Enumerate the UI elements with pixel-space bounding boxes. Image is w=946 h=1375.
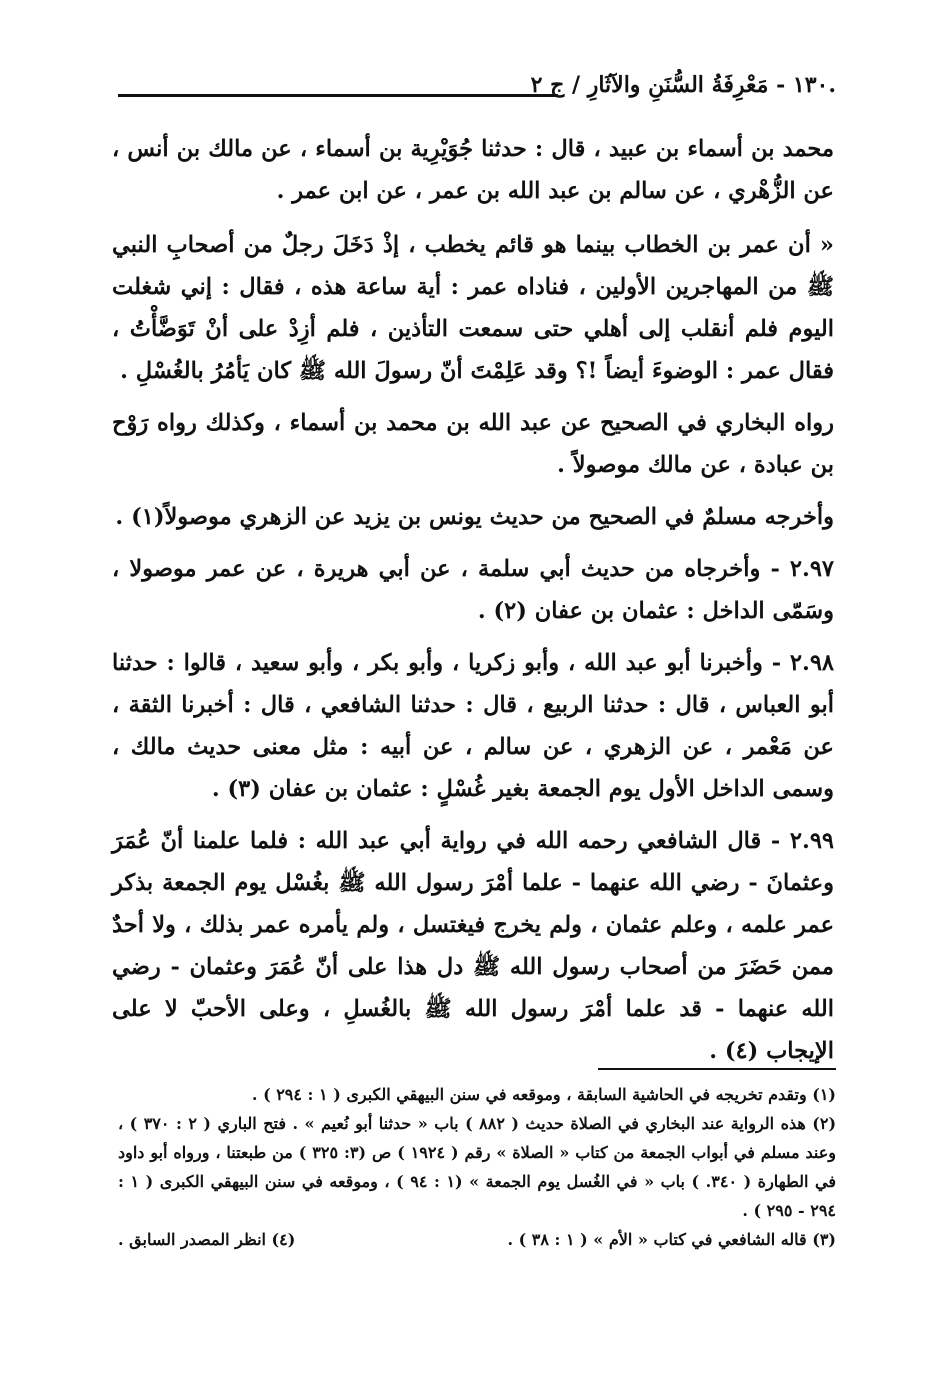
footnote-rule	[598, 1068, 836, 1070]
running-header	[118, 70, 836, 110]
paragraph-2097: ٢.٩٧ - وأخرجاه من حديث أبي سلمة ، عن أبي هريرة ، عن عمر موصولا ، وسَمّى الداخل : عثمان بن عفان (٢) .	[112, 556, 834, 624]
footnote-row-3-4	[118, 1225, 836, 1254]
paragraph-2099: ٢.٩٩ - قال الشافعي رحمه الله في رواية أبي عبد الله : فلما علمنا أنّ عُمَرَ وعثمانَ - رضي الله عنهما - علما أمْرَ رسول الله ﷺ بغُسْل يوم الجمعة بذكر عمر علمه ، وعلم عثمان ، ولم يخرج فيغتسل ، ولم يأمره عمر بذلك ، ولا أحدٌ ممن حَضَرَ من أصحاب رسول الله ﷺ دل هذا على أنّ عُمَرَ وعثمان - رضي الله عنهما - قد علما أمْرَ رسول الله ﷺ بالغُسلِ ، وعلى الأحبّ لا على الإيجاب (٤) .	[112, 828, 834, 1064]
footnote-1: (١) وتقدم تخريجه في الحاشية السابقة ، وموقعه في سنن البيهقي الكبرى ( ١ : ٢٩٤ ) .	[251, 1085, 836, 1104]
footnote-4: (٤) انظر المصدر السابق .	[118, 1230, 296, 1249]
footnote-2: (٢) هذه الرواية عند البخاري في الصلاة حديث ( ٨٨٢ ) باب « حدثنا أبو نُعيم » . فتح الباري ( ٢ : ٣٧٠ ) ، وعند مسلم في أبواب الجمعة من كتاب « الصلاة » رقم ( ١٩٢٤ ) ص (٣: ٣٢٥ ) من طبعتنا ، ورواه أبو داود في الطهارة ( ٣٤٠. ) باب « في الغُسل يوم الجمعة » (١ : ٩٤ ) ، وموقعه في سنن البيهقي الكبرى ( ١ : ٢٩٤ - ٢٩٥ ) .	[118, 1114, 837, 1220]
paragraph-2098: ٢.٩٨ - وأخبرنا أبو عبد الله ، وأبو زكريا ، وأبو بكر ، وأبو سعيد ، قالوا : حدثنا أبو العباس ، قال : حدثنا الربيع ، قال : حدثنا الشافعي ، قال : أخبرنا الثقة ، عن مَعْمر ، عن الزهري ، عن سالم ، عن أبيه : مثل معنى حديث مالك ، وسمى الداخل الأول يوم الجمعة بغير غُسْلٍ : عثمان بن عفان (٣) .	[112, 650, 834, 802]
paragraph-bukhari: رواه البخاري في الصحيح عن عبد الله بن محمد بن أسماء ، وكذلك رواه رَوْح بن عبادة ، عن مالك موصولاً .	[112, 410, 834, 478]
running-title: .١٣٠ - مَعْرِفَةُ السُّنَنِ والآثَارِ / ج ٢	[530, 72, 836, 98]
main-text	[112, 128, 834, 1082]
header-rule	[118, 94, 558, 97]
paragraph-muslim: وأخرجه مسلمٌ في الصحيح من حديث يونس بن يزيد عن الزهري موصولاً(١) .	[115, 504, 834, 530]
paragraph-hadith-text: « أن عمر بن الخطاب بينما هو قائم يخطب ، إذْ دَخَلَ رجلٌ من أصحابِ النبي ﷺ من المهاجرين الأولين ، فناداه عمر : أية ساعة هذه ، فقال : إني شغلت اليوم فلم أنقلب إلى أهلي حتى سمعت التأذين ، فلم أزِدْ على أنْ تَوَضَّأْتُ ، فقال عمر : الوضوءَ أيضاً !؟ وقد عَلِمْتَ أنّ رسولَ الله ﷺ كان يَأمُرُ بالغُسْلِ .	[112, 232, 834, 384]
footnote-3: (٣) قاله الشافعي في كتاب « الأم » ( ١ : ٣٨ ) .	[507, 1230, 836, 1249]
footnotes	[118, 1080, 836, 1254]
paragraph-isnad: محمد بن أسماء بن عبيد ، قال : حدثنا جُوَيْرِية بن أسماء ، عن مالك بن أنس ، عن الزُّهْري ، عن سالم بن عبد الله بن عمر ، عن ابن عمر .	[112, 136, 834, 204]
